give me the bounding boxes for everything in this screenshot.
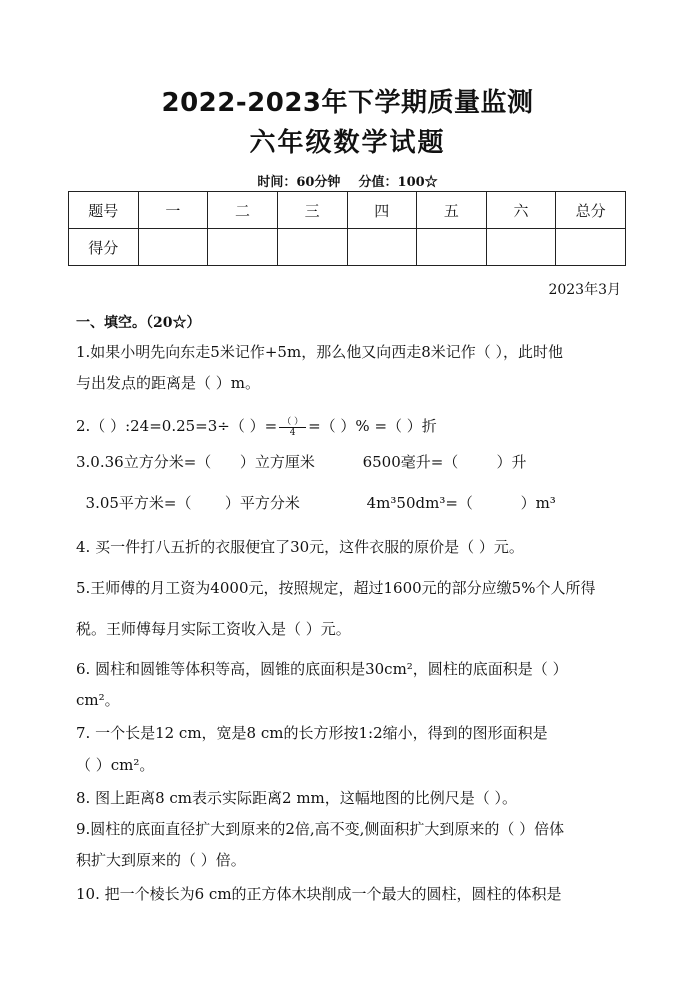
score-table-cell: 二	[208, 192, 278, 229]
score-blank-cell	[347, 229, 417, 266]
score-table-cell: 四	[347, 192, 417, 229]
question-7-line1: 7. 一个长是12 cm，宽是8 cm的长方形按1:2缩小，得到的图形面积是	[76, 724, 548, 742]
fraction-denominator: 4	[289, 427, 296, 438]
question-3-line1: 3.0.36立方分米=（ ）立方厘米 6500毫升=（ ）升	[76, 453, 527, 471]
question-5-line2: 税。王师傅每月实际工资收入是（ ）元。	[76, 620, 351, 638]
fraction-numerator: （ ）	[279, 417, 306, 428]
score-blank-cell	[486, 229, 556, 266]
question-4: 4. 买一件打八五折的衣服便宜了30元，这件衣服的原价是（ ）元。	[76, 538, 524, 556]
question-6-line2: cm²。	[76, 691, 120, 709]
exam-date: 2023年3月	[548, 282, 621, 298]
question-9-line2: 积扩大到原来的（ ）倍。	[76, 851, 246, 869]
question-3-line2: 3.05平方米=（ ）平方分米 4m³50dm³=（ ）m³	[76, 494, 556, 512]
score-table-cell: 一	[138, 192, 208, 229]
score-table-header-row	[69, 192, 626, 229]
exam-score: 分值：100☆	[358, 175, 438, 190]
question-6-line1: 6. 圆柱和圆锥等体积等高，圆锥的底面积是30cm²，圆柱的底面积是（ ）	[76, 660, 568, 678]
score-blank-cell	[417, 229, 487, 266]
question-2-part-b: =（ ）% =（ ）折	[308, 417, 437, 435]
exam-title-line2: 六年级数学试题	[249, 128, 446, 158]
question-9-line1: 9.圆柱的底面直径扩大到原来的2倍,高不变,侧面积扩大到原来的（ ）倍体	[76, 820, 565, 838]
question-2-part-a: 2.（ ）:24=0.25=3÷（ ）=	[76, 417, 278, 435]
score-table	[68, 191, 626, 266]
score-blank-cell	[208, 229, 278, 266]
score-table-cell: 得分	[69, 229, 139, 266]
score-table-cell: 总分	[556, 192, 626, 229]
score-table-cell: 六	[486, 192, 556, 229]
exam-title-line1: 2022-2023年下学期质量监测	[161, 88, 534, 118]
score-table-score-row	[69, 229, 626, 266]
question-10: 10. 把一个棱长为6 cm的正方体木块削成一个最大的圆柱，圆柱的体积是	[76, 885, 562, 903]
section-heading: 一、填空。（20☆）	[76, 315, 201, 331]
question-1-line1: 1.如果小明先向东走5米记作+5m，那么他又向西走8米记作（ ），此时他	[76, 343, 564, 361]
exam-time: 时间：60分钟	[257, 175, 341, 190]
question-8: 8. 图上距离8 cm表示实际距离2 mm，这幅地图的比例尺是（ ）。	[76, 789, 518, 807]
score-blank-cell	[277, 229, 347, 266]
score-table-cell: 五	[417, 192, 487, 229]
score-table-cell: 三	[277, 192, 347, 229]
question-2	[76, 416, 437, 438]
exam-info	[0, 171, 695, 190]
fraction	[279, 417, 306, 438]
question-7-line2: （ ）cm²。	[76, 756, 155, 774]
score-table-cell: 题号	[69, 192, 139, 229]
question-1-line2: 与出发点的距离是（ ）m。	[76, 374, 260, 392]
score-blank-cell	[138, 229, 208, 266]
question-5-line1: 5.王师傅的月工资为4000元，按照规定，超过1600元的部分应缴5%个人所得	[76, 579, 596, 597]
score-blank-cell	[556, 229, 626, 266]
